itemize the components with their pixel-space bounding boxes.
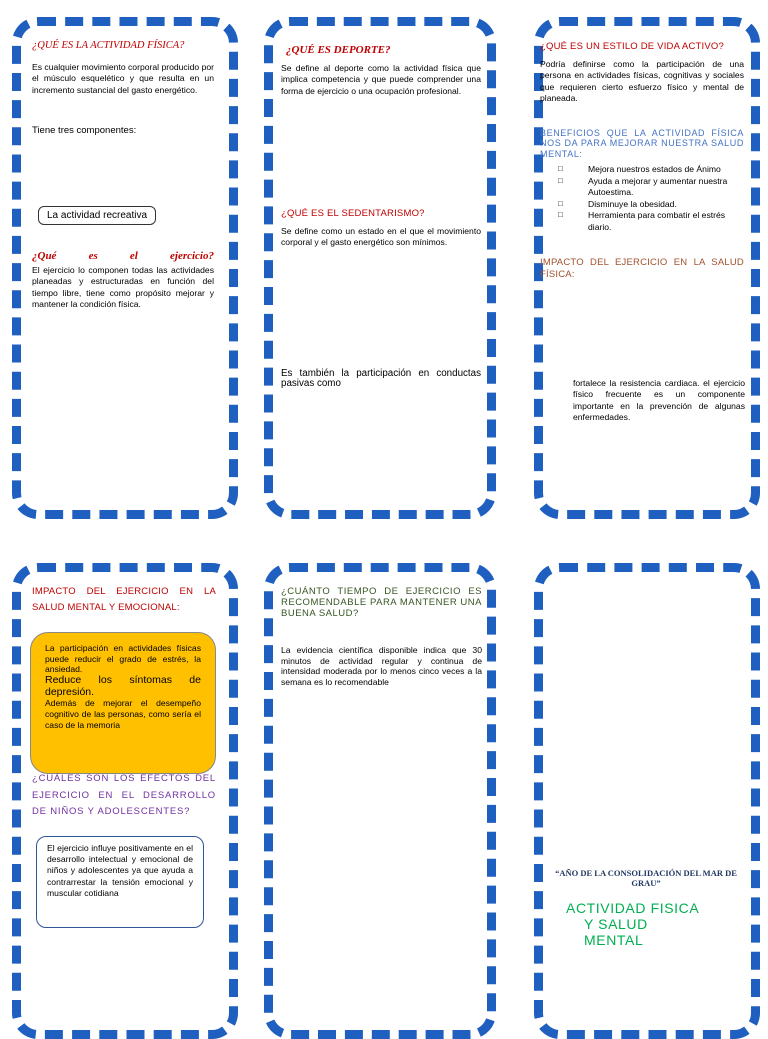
impacto-fisica-text: fortalece la resistencia cardiaca. el ejercicio físico frecuente es un componente importante en la prevención de algunas enfermedades. <box>573 378 745 423</box>
bullet-icon: □ <box>558 198 563 208</box>
efectos-box <box>36 836 204 928</box>
list-item: □ Herramienta para combatir el estrés diario. <box>558 210 726 232</box>
bullet-icon: □ <box>558 210 563 220</box>
ejercicio-heading: ¿Qué es el ejercicio? <box>32 250 214 262</box>
list-item: □ Ayuda a mejorar y aumentar nuestra Autoestima. <box>558 175 728 198</box>
yellow-text-2: Reduce los síntomas de depresión. <box>45 674 201 698</box>
brochure-title <box>566 900 738 948</box>
yellow-info-box <box>30 632 216 774</box>
tiempo-text: La evidencia científica disponible indica que 30 minutos de actividad regular y continua de intensidad moderada por lo menos cinco veces a la semana es lo recomendable <box>281 645 482 688</box>
beneficios-heading: BENEFICIOS QUE LA ACTIVIDAD FÍSICA NOS DA PARA MEJORAR NUESTRA SALUD MENTAL: <box>540 128 744 159</box>
title-line-1: ACTIVIDAD FISICA <box>566 900 700 916</box>
estilo-vida-text: Podría definirse como la participación de una persona en actividades físicas, cognitivas y sociales que requieren cierto esfuerzo físico y mental de planeada. <box>540 59 744 104</box>
list-item: □ Disminuye la obesidad. <box>558 198 677 209</box>
impacto-fisica-heading: IMPACTO DEL EJERCICIO EN LA SALUD FÍSICA: <box>540 257 744 281</box>
title-line-3: MENTAL <box>584 932 644 949</box>
title-line-2: Y SALUD <box>584 916 648 933</box>
actividad-fisica-definition: Es cualquier movimiento corporal producido por el músculo esquelético y que resulta en un incremento sustancial del gasto energético. <box>32 62 214 95</box>
yellow-text-1: La participación en actividades físicas puede reducir el grado de estrés, la ansiedad. <box>45 643 201 675</box>
deporte-heading: ¿QUÉ ES DEPORTE? <box>286 44 391 56</box>
list-item: □ Mejora nuestros estados de Ánimo <box>558 164 721 174</box>
sedentarismo-text: Se define como un estado en el que el movimiento corporal y el gasto energético son mínimos. <box>281 226 481 248</box>
ejercicio-text: El ejercicio lo componen todas las actividades planeadas y estructuradas en función del tiempo libre, tiene como propósito mejorar y mantener la condición física. <box>32 265 214 310</box>
yellow-text-3: Además de mejorar el desempeño cognitivo de las personas, como sería el caso de la memoria <box>45 698 201 730</box>
conductas-pasivas-text: Es también la participación en conductas pasivas como <box>281 368 481 390</box>
panel-tiempo-ejercicio <box>264 563 496 1039</box>
panel-portada <box>534 563 760 1039</box>
sedentarismo-heading: ¿QUÉ ES EL SEDENTARISMO? <box>281 208 425 219</box>
efectos-heading: ¿CUÁLES SON LOS EFECTOS DEL EJERCICIO EN EL DESARROLLO DE NIÑOS Y ADOLESCENTES? <box>32 773 216 818</box>
component-box-recreativa: La actividad recreativa <box>38 206 156 225</box>
tiempo-heading: ¿CUÁNTO TIEMPO DE EJERCICIO ES RECOMENDABLE PARA MANTENER UNA BUENA SALUD? <box>281 586 482 619</box>
deporte-text: Se define al deporte como la actividad física que implica competencia y que puede comprender una forma de ejercicio o una ocupación profesional. <box>281 63 481 96</box>
efectos-text: El ejercicio influye positivamente en el desarrollo intelectual y emocional de niños y adolescentes ya que ayuda a contrarrestar la tensión emocional y muscular cotidiana <box>47 843 193 898</box>
components-intro: Tiene tres componentes: <box>32 125 137 136</box>
actividad-fisica-heading: ¿QUÉ ES LA ACTIVIDAD FÍSICA? <box>32 40 185 51</box>
bullet-icon: □ <box>558 175 563 185</box>
bullet-icon: □ <box>558 164 563 173</box>
impacto-mental-heading: IMPACTO DEL EJERCICIO EN LA SALUD MENTAL Y EMOCIONAL: <box>32 586 216 614</box>
benefits-list <box>556 164 746 234</box>
estilo-vida-heading: ¿QUÉ ES UN ESTILO DE VIDA ACTIVO? <box>540 41 724 52</box>
motto-text: “AÑO DE LA CONSOLIDACIÓN DEL MAR DE GRAU” <box>555 868 737 888</box>
